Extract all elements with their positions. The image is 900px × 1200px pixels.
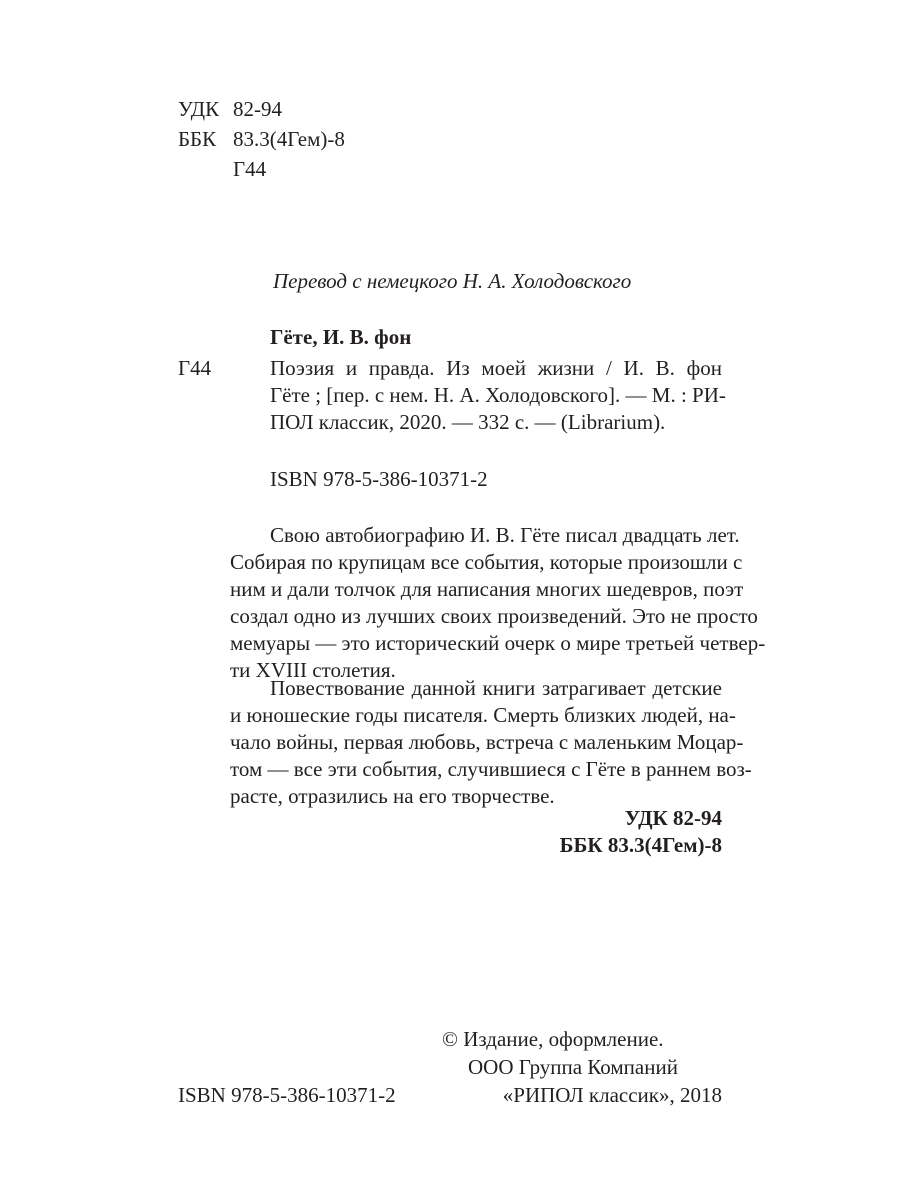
annotation-p1-line-4: создал одно из лучших своих произведений. Это не просто <box>230 604 758 628</box>
annotation-p2-line-2: и юношеские годы писателя. Смерть близких людей, на- <box>230 703 736 727</box>
annotation-p1-line-2: Собирая по крупицам все события, которые произошли с <box>230 550 743 574</box>
annotation-p1-line-3: ним и дали толчок для написания многих шедевров, поэт <box>230 577 744 601</box>
bibliographic-line-3: ПОЛ классик, 2020. — 332 с. — (Librarium). <box>270 410 666 434</box>
bibliographic-line-1: Поэзия и правда. Из моей жизни / И. В. фон <box>270 356 722 380</box>
annotation-p2-line-4: том — все эти события, случившиеся с Гёте в раннем воз- <box>230 757 752 781</box>
annotation-p1-line-6: ти XVIII столетия. <box>230 658 396 682</box>
copyright-line-3: «РИПОЛ классик», 2018 <box>502 1083 722 1107</box>
bbk-value: 83.3(4Гем)-8 <box>233 127 345 151</box>
annotation-bbk: ББК 83.3(4Гем)-8 <box>559 833 722 857</box>
copyright-line-1: © Издание, оформление. <box>442 1027 664 1051</box>
annotation-p1-line-1: Свою автобиографию И. В. Гёте писал двадцать лет. <box>270 523 740 547</box>
bibliographic-isbn: ISBN 978-5-386-10371-2 <box>270 467 488 491</box>
bibliographic-line-2: Гёте ; [пер. с нем. Н. А. Холодовского]. — М. : РИ- <box>270 383 726 407</box>
annotation-p2-line-1: Повествование данной книги затрагивает детские <box>270 676 722 700</box>
bbk-line <box>178 126 345 153</box>
copyright-line-2: ООО Группа Компаний <box>468 1055 678 1079</box>
header-author-mark: Г44 <box>233 157 267 181</box>
annotation-p2-line-3: чало войны, первая любовь, встреча с маленьким Моцар- <box>230 730 744 754</box>
footer-isbn: ISBN 978-5-386-10371-2 <box>178 1083 396 1107</box>
annotation-p1-line-5: мемуары — это исторический очерк о мире третьей четвер- <box>230 631 766 655</box>
annotation-p2-line-5: расте, отразились на его творчестве. <box>230 784 555 808</box>
bbk-label: ББК <box>178 127 217 151</box>
annotation-udk: УДК 82-94 <box>624 806 722 830</box>
udk-value: 82-94 <box>233 97 282 121</box>
bibliographic-author-mark: Г44 <box>178 356 212 380</box>
bibliographic-heading: Гёте, И. В. фон <box>270 325 412 349</box>
udk-line <box>178 96 282 123</box>
translation-note: Перевод с немецкого Н. А. Холодовского <box>273 269 632 293</box>
udk-label: УДК <box>178 97 220 121</box>
